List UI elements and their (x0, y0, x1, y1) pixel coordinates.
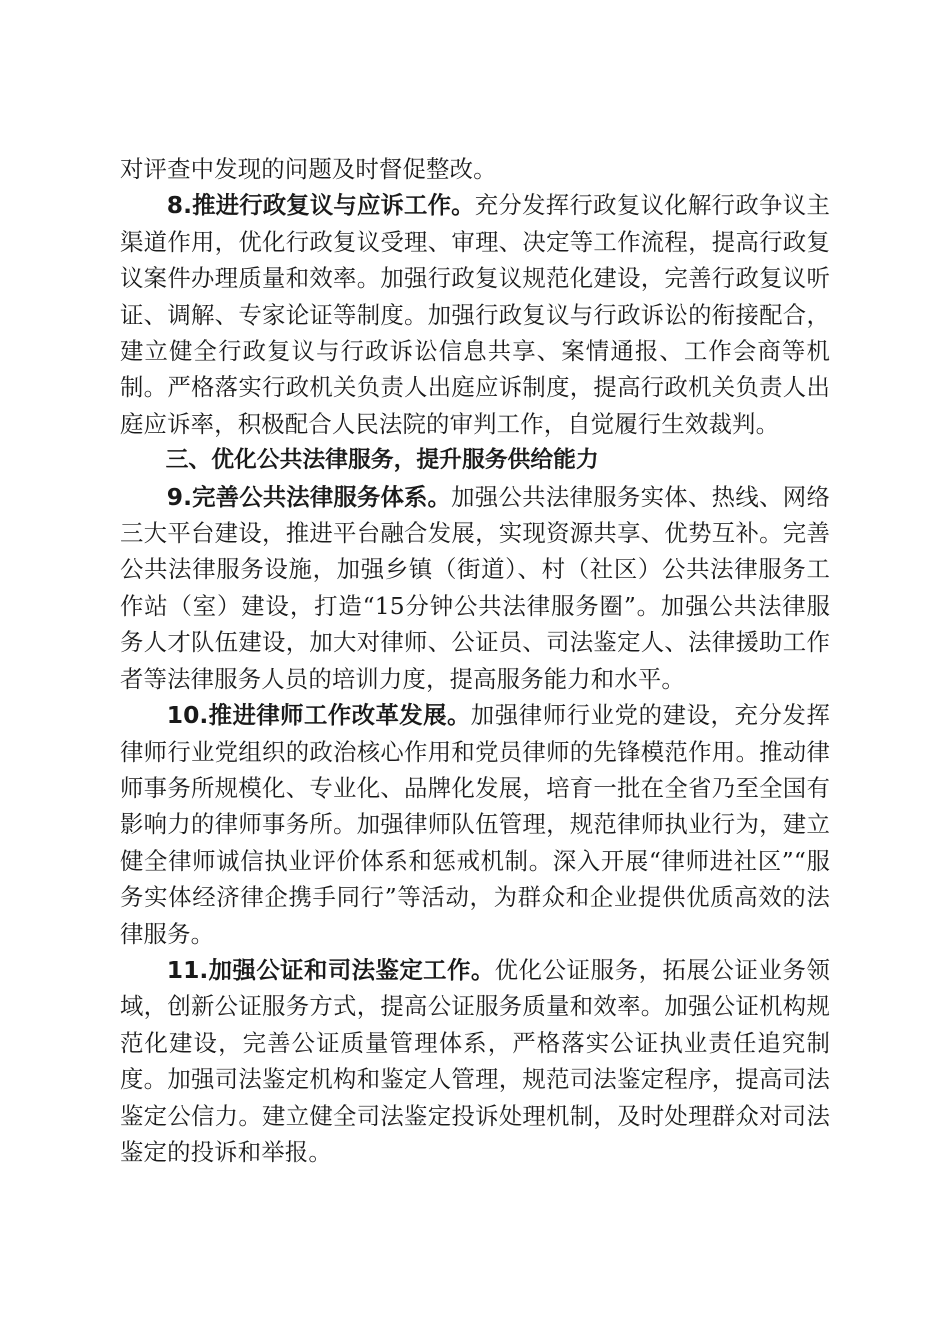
opening-text: 对评查中发现的问题及时督促整改。 (120, 155, 497, 183)
item-9-body: 加强公共法律服务实体、热线、网络三大平台建设，推进平台融合发展，实现资源共享、优势互补。完善公共法律服务设施，加强乡镇（街道）、村（社区）公共法律服务工作站（室）建设，打造“15分钟公共法律服务圈”。加强公共法律服务人才队伍建设，加大对律师、公证员、司法鉴定人、法律援助工作者等法律服务人员的培训力度，提高服务能力和水平。 (120, 482, 830, 693)
opening-paragraph (120, 151, 830, 187)
item-10-title: 10.推进律师工作改革发展。 (166, 701, 471, 730)
document-body (120, 151, 830, 1170)
item-8-paragraph (120, 187, 830, 442)
item-10-body: 加强律师行业党的建设，充分发挥律师行业党组织的政治核心作用和党员律师的先锋模范作用。推动律师事务所规模化、专业化、品牌化发展，培育一批在全省乃至全国有影响力的律师事务所。加强律师队伍管理，规范律师执业行为，建立健全律师诚信执业评价体系和惩戒机制。深入开展“律师进社区”“服务实体经济律企携手同行”等活动，为群众和企业提供优质高效的法律服务。 (120, 701, 831, 948)
item-10-paragraph (120, 697, 830, 952)
item-8-title: 8.推进行政复议与应诉工作。 (166, 191, 475, 220)
item-11-paragraph (120, 952, 830, 1170)
item-11-title: 11.加强公证和司法鉴定工作。 (166, 955, 495, 984)
item-9-title: 9.完善公共法律服务体系。 (166, 482, 452, 511)
section-3-heading: 三、优化公共法律服务，提升服务供给能力 (165, 447, 599, 474)
item-11-body: 优化公证服务，拓展公证业务领域，创新公证服务方式，提高公证服务质量和效率。加强公证机构规范化建设，完善公证质量管理体系，严格落实公证执业责任追究制度。加强司法鉴定机构和鉴定人管理，规范司法鉴定程序，提高司法鉴定公信力。建立健全司法鉴定投诉处理机制，及时处理群众对司法鉴定的投诉和举报。 (120, 955, 830, 1166)
item-8-body: 充分发挥行政复议化解行政争议主渠道作用，优化行政复议受理、审理、决定等工作流程，提高行政复议案件办理质量和效率。加强行政复议规范化建设，完善行政复议听证、调解、专家论证等制度。加强行政复议与行政诉讼的衔接配合，建立健全行政复议与行政诉讼信息共享、案情通报、工作会商等机制。严格落实行政机关负责人出庭应诉制度，提高行政机关负责人出庭应诉率，积极配合人民法院的审判工作，自觉履行生效裁判。 (120, 191, 830, 438)
item-9-paragraph (120, 479, 830, 697)
